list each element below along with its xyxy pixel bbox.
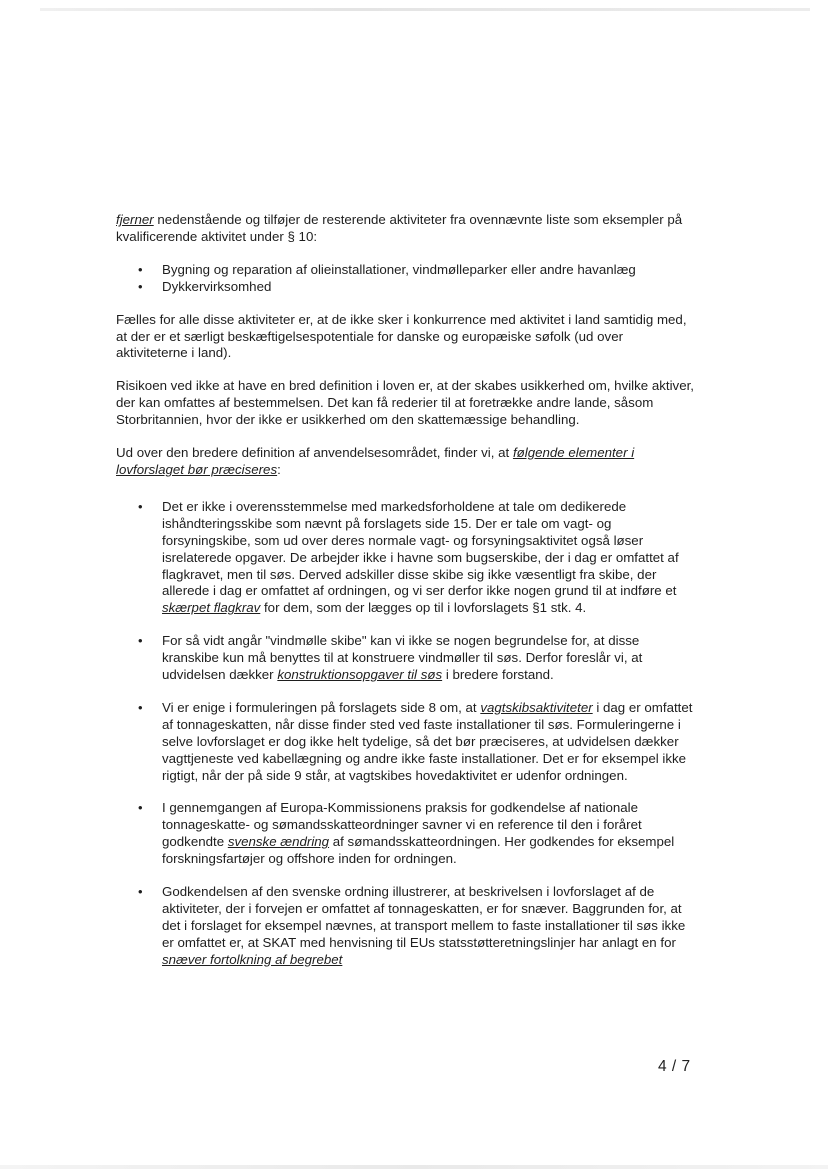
page-number: 4 / 7 bbox=[658, 1058, 691, 1075]
point-text: For så vidt angår "vindmølle skibe" kan vi ikke se nogen begrundelse for, at disse kranskibe kun må benyttes til at konstruere vindmøller til søs. Derfor foreslår vi, at udvidelsen dækker bbox=[162, 633, 643, 683]
point-item bbox=[116, 800, 694, 868]
activity-list bbox=[116, 262, 694, 296]
point-text: i dag er omfattet af tonnageskatten, når disse finder sted ved faste installationer til søs. Formuleringerne i selve lovforslaget er dog ikke helt tydelige, så det bør præciseres, at udvidelsen dækker vagttjeneste ved kabellægning og andre ikke faste installationer. Det er for eksempel ikke rigtigt, når der på side 9 står, at vagtskibes hovedaktivitet er udenfor ordningen. bbox=[162, 699, 693, 783]
intro-paragraph bbox=[116, 212, 694, 246]
point-item bbox=[116, 884, 694, 969]
point-text: I gennemgangen af Europa-Kommissionens praksis for godkendelse af nationale tonnageskatte- og sømandsskatteordninger savner vi en reference til den i foråret godkendte bbox=[162, 800, 642, 850]
clarifications-colon: : bbox=[277, 461, 281, 477]
paragraph-risk: Risikoen ved ikke at have en bred definition i loven er, at der skabes usikkerhed om, hvilke aktiver, der kan omfattes af bestemmelsen. Det kan få rederier til at foretrække andre lande, såsom Storbritannien, hvor der ikke er usikkerhed om den skattemæssige behandling. bbox=[116, 378, 694, 428]
point-underlined-term: konstruktionsopgaver til søs bbox=[277, 667, 443, 683]
point-text: Vi er enige i formuleringen på forslagets side 8 om, at bbox=[162, 699, 481, 715]
clarifications-underlined-term: følgende elementer i lovforslaget bør præciseres bbox=[116, 445, 635, 477]
scan-edge-top bbox=[40, 8, 810, 11]
intro-underlined-term: fjerner bbox=[116, 212, 154, 227]
point-item bbox=[116, 633, 694, 684]
point-item bbox=[116, 499, 694, 617]
paragraph-clarifications bbox=[116, 445, 694, 479]
point-text: af sømandsskatteordningen. Her godkendes for eksempel forskningsfartøjer og offshore inden for ordningen. bbox=[162, 834, 675, 867]
point-underlined-term: svenske ændring bbox=[227, 834, 330, 850]
point-item bbox=[116, 700, 694, 785]
clarifications-text: Ud over den bredere definition af anvendelsesområdet, finder vi, at bbox=[116, 445, 513, 461]
point-text: Godkendelsen af den svenske ordning illustrerer, at beskrivelsen i lovforslaget af de aktiviteter, der i forvejen er omfattet af tonnageskatten, er for snæver. Baggrunden for, at det i forslaget for eksempel nævnes, at transport mellem to faste installationer til søs ikke er omfattet er, at SKAT med henvisning til EUs statsstøtteretningslinjer har anlagt en for bbox=[162, 884, 686, 950]
scan-edge-bottom bbox=[0, 1165, 828, 1169]
clarification-points-list bbox=[116, 499, 694, 969]
point-text: for dem, som der lægges op til i lovforslagets §1 stk. 4. bbox=[260, 600, 587, 616]
point-text: i bredere forstand. bbox=[442, 667, 554, 683]
paragraph-common-features: Fælles for alle disse aktiviteter er, at de ikke sker i konkurrence med aktivitet i land samtidig med, at der er et særligt beskæftigelsespotentiale for danske og europæiske søfolk (ud over aktiviteterne i land). bbox=[116, 311, 687, 361]
intro-text: nedenstående og tilføjer de resterende aktiviteter fra ovennævnte liste som eksempler på kvalificerende aktivitet under § 10: bbox=[116, 212, 683, 244]
point-text: Det er ikke i overensstemmelse med markedsforholdene at tale om dedikerede ishåndteringsskibe som nævnt på forslagets side 15. Der er tale om vagt- og forsyningskibe, som ud over deres normale vagt- og forsyningsaktivitet også løser isrelaterede opgaver. De arbejder ikke i havne som bugserskibe, der i dag er omfattet af flagkravet, men til søs. Derved adskiller disse skibe sig ikke væsentligt fra skibe, der allerede i dag er omfattet af ordningen, og vi ser derfor ikke nogen grund til at indføre et bbox=[162, 498, 679, 599]
activity-item: • Bygning og reparation af olieinstallationer, vindmølleparker eller andre havanlæg bbox=[116, 262, 694, 279]
point-underlined-term: skærpet flagkrav bbox=[162, 600, 261, 616]
point-underlined-term: vagtskibsaktiviteter bbox=[480, 699, 593, 715]
activity-item: • Dykkervirksomhed bbox=[116, 279, 694, 296]
point-underlined-term: snæver fortolkning af begrebet bbox=[162, 951, 343, 967]
document-page-body bbox=[116, 212, 694, 985]
